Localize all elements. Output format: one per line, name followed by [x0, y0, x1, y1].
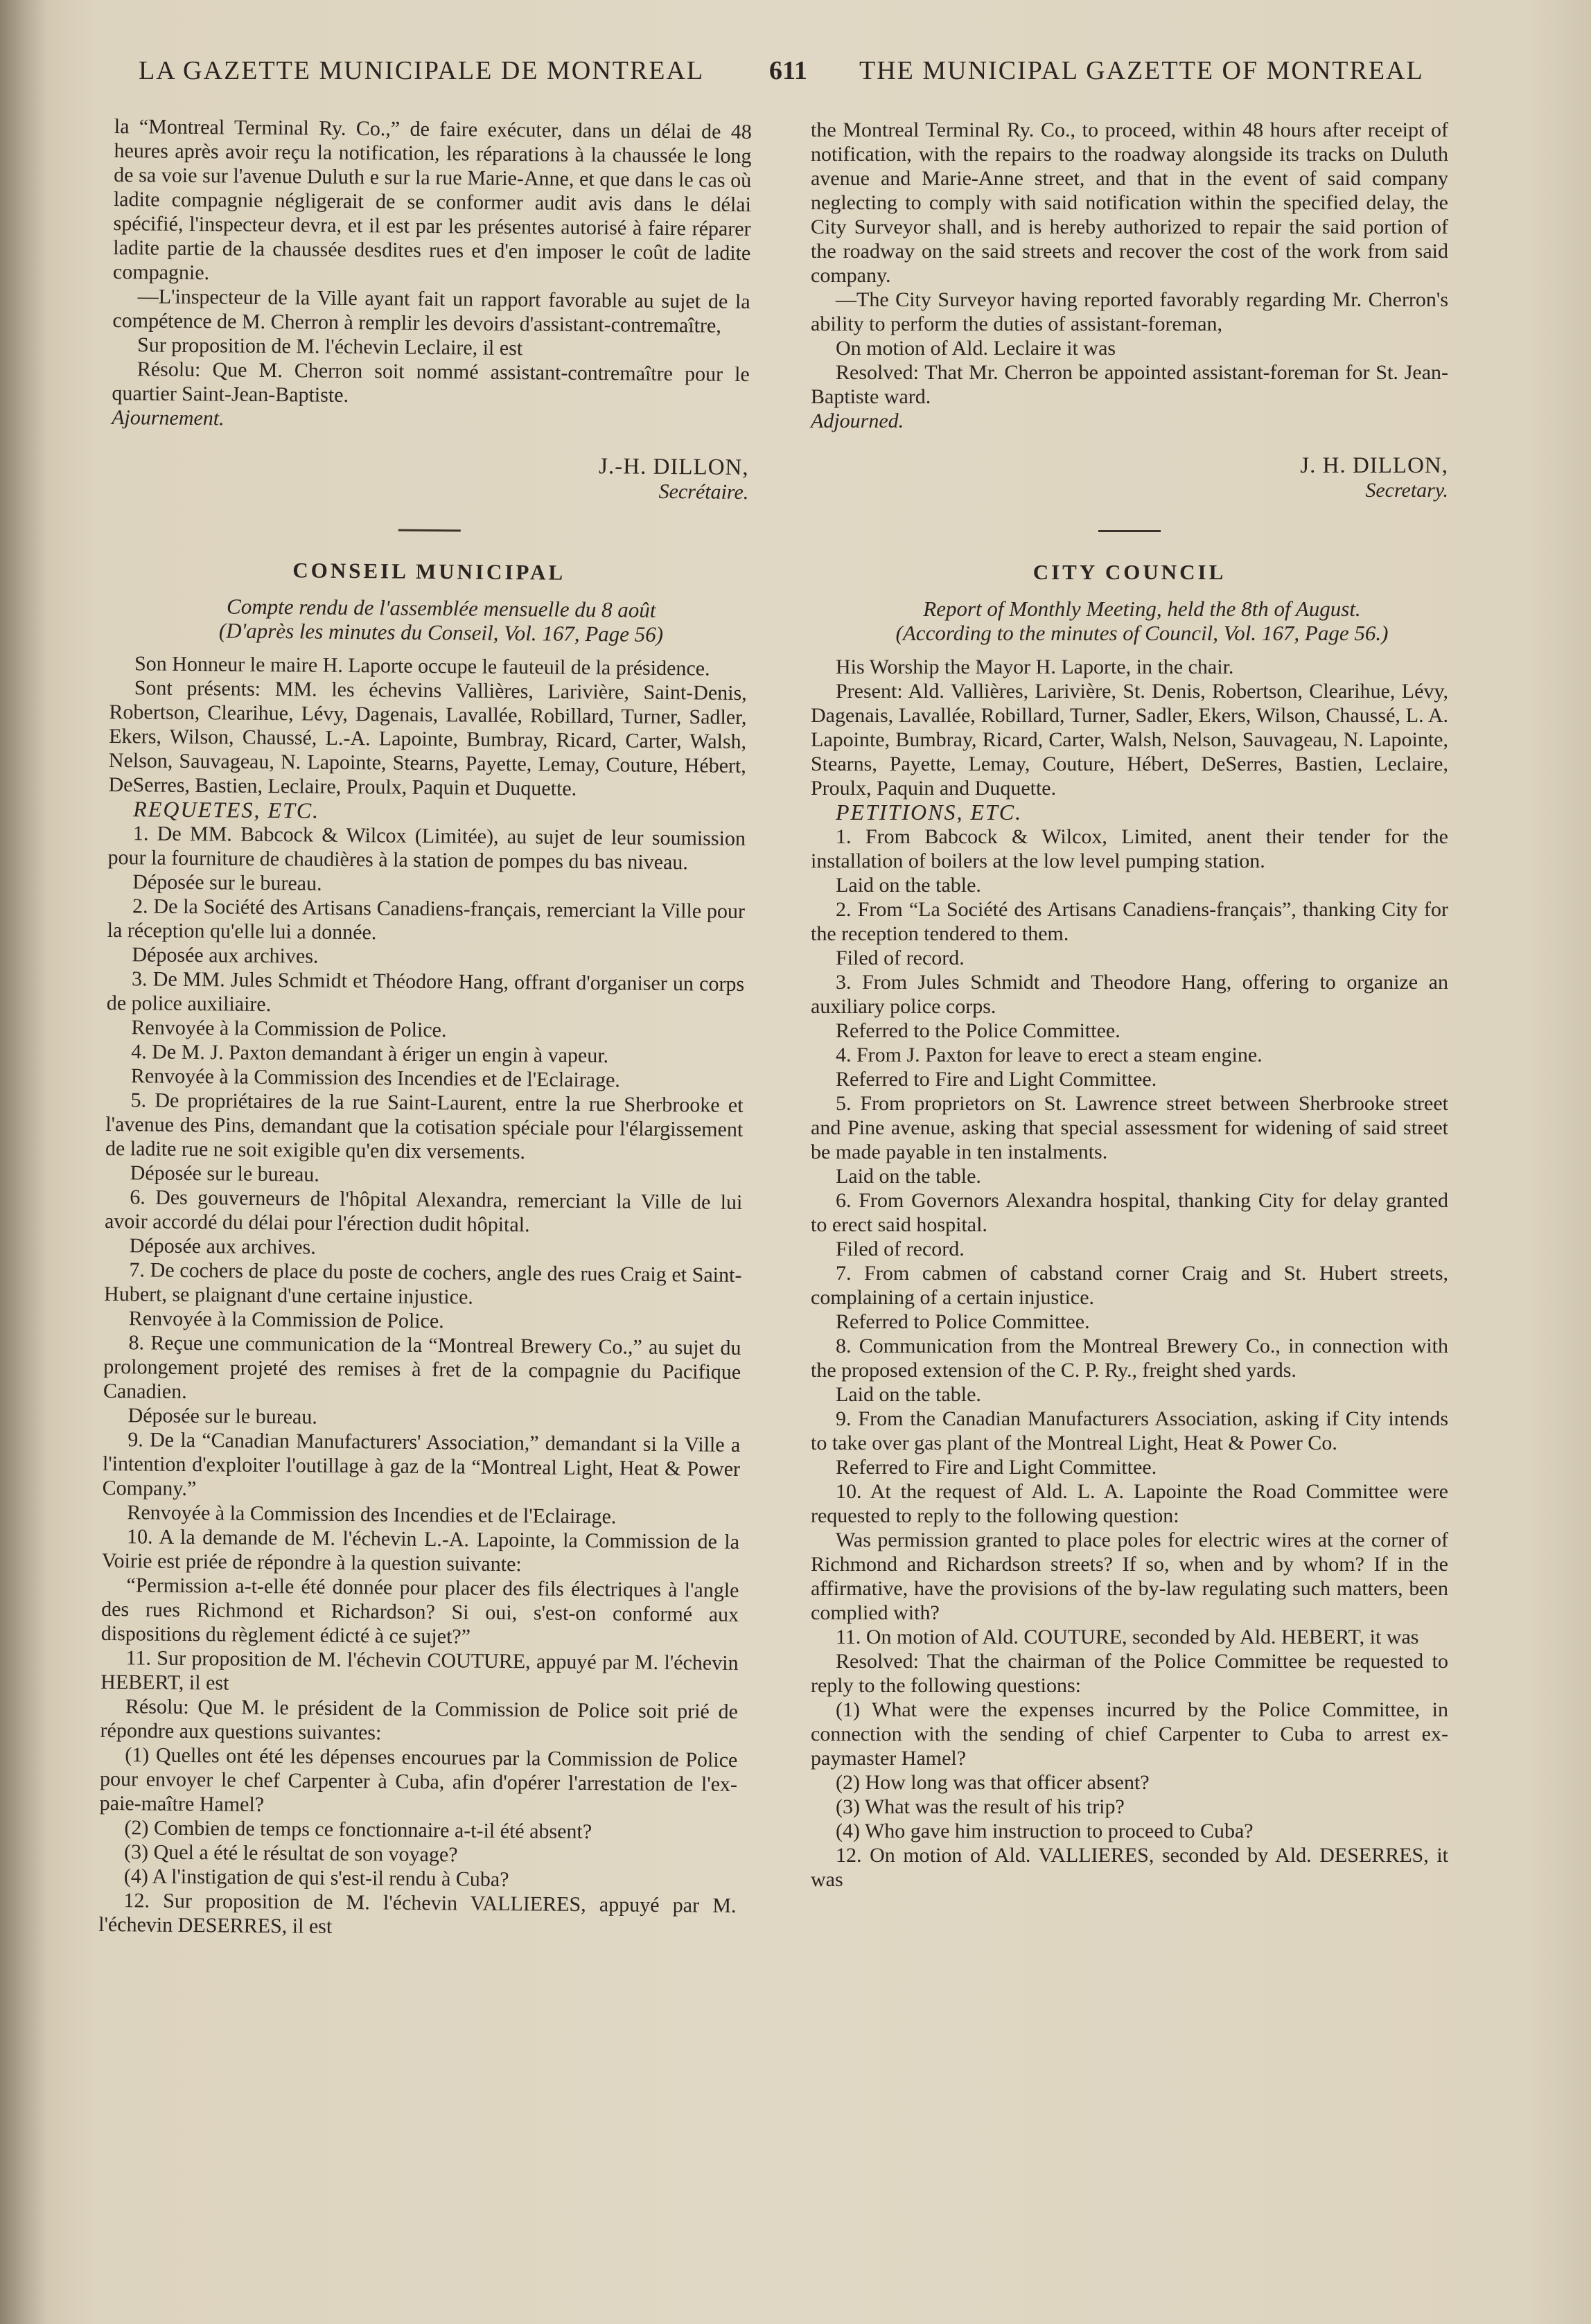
list-item: (2) How long was that officer absent?: [836, 1771, 1150, 1794]
french-subtitle: Compte rendu de l'assemblée mensuelle du 8 août: [226, 594, 656, 622]
list-item: Renvoyée à la Commission de Police.: [131, 1016, 447, 1042]
list-item: 7. From cabmen of cabstand corner Craig and St. Hubert streets, complaining of a certain injustice.: [811, 1262, 1448, 1309]
section-divider: [398, 529, 461, 532]
list-item: 1. From Babcock & Wilcox, Limited, anent their tender for the installation of boilers at the low level pumping station.: [811, 825, 1448, 872]
english-subtitle-source: (According to the minutes of Council, Vol. 167, Page 56.): [895, 621, 1389, 645]
french-intro-paragraph: —L'inspecteur de la Ville ayant fait un rapport favorable au sujet de la compétence de M. Cherron à remplir les devoirs d'assistant-contremaître,: [112, 285, 750, 337]
english-requests-list: [811, 825, 1448, 1892]
list-item: (1) What were the expenses incurred by the Police Committee, in connection with the sending of chief Carpenter to Cuba to arrest ex-paymaster Hamel?: [811, 1698, 1448, 1770]
list-item: Referred to Fire and Light Committee.: [836, 1068, 1157, 1091]
list-item: Déposée sur le bureau.: [132, 870, 322, 895]
list-item: Referred to the Police Committee.: [836, 1019, 1120, 1042]
list-item: Laid on the table.: [836, 1165, 981, 1188]
list-item: Résolu: Que M. le président de la Commission de Police soit prié de répondre aux questions suivantes:: [100, 1695, 739, 1745]
french-column: [98, 114, 752, 1942]
list-item: 12. On motion of Ald. VALLIERES, seconded by Ald. DESERRES, it was: [811, 1844, 1448, 1891]
list-item: 3. De MM. Jules Schmidt et Théodore Hang, offrant d'organiser un corps de police auxiliaire.: [106, 967, 745, 1016]
header-french-title: LA GAZETTE MUNICIPALE DE MONTREAL: [139, 56, 705, 85]
section-divider: [1098, 530, 1161, 532]
list-item: 9. De la “Canadian Manufacturers' Association,” demandant si la Ville a l'intention d'exploiter l'outillage à gaz de la “Montreal Light, Heat & Power Company.”: [102, 1428, 741, 1501]
list-item: 7. De cochers de place du poste de cochers, angle des rues Craig et Saint-Hubert, se plaignant d'une certaine injustice.: [103, 1258, 742, 1309]
list-item: 4. From J. Paxton for leave to erect a steam engine.: [836, 1044, 1263, 1066]
list-item: Resolved: That the chairman of the Police Committee be requested to reply to the following questions:: [811, 1650, 1448, 1697]
list-item: Déposée aux archives.: [129, 1234, 316, 1259]
list-item: 8. Communication from the Montreal Brewery Co., in connection with the proposed extension of the C. P. Ry., freight shed yards.: [811, 1335, 1448, 1382]
english-column: [811, 118, 1448, 1892]
list-item: Filed of record.: [836, 947, 965, 969]
list-item: 3. From Jules Schmidt and Theodore Hang, offering to organize an auxiliary police corps.: [811, 971, 1448, 1018]
list-item: Renvoyée à la Commission des Incendies et de l'Eclairage.: [127, 1501, 617, 1529]
list-item: Renvoyée à la Commission de Police.: [128, 1307, 444, 1333]
list-item: 8. Reçue une communication de la “Montreal Brewery Co.,” au sujet du prolongement projeté des remises à fret de la compagnie du Pacifique Canadien.: [103, 1331, 741, 1403]
list-item: 11. Sur proposition de M. l'échevin COUTURE, appuyé par M. l'échevin HEBERT, il est: [100, 1646, 739, 1695]
french-requests-heading: REQUETES, ETC.: [133, 796, 320, 823]
running-header: [132, 55, 1476, 97]
french-preamble: Sont présents: MM. les échevins Vallières, Larivière, Saint-Denis, Robertson, Clearihue, Lévy, Dagenais, Lavallée, Robillard, Turner, Sadler, Ekers, Wilson, Chaussé, L.-A. Lapointe, Bumbray, Ricard, Carter, Walsh, Nelson, Sauvageau, N. Lapointe, Stearns, Payette, Lemay, Couture, Hébert, DeSerres, Bastien, Leclaire, Proulx, Paquin et Duquette.: [108, 676, 747, 800]
french-signature-title: Secrétaire.: [658, 479, 749, 504]
english-preamble: Present: Ald. Vallières, Larivière, St. Denis, Robertson, Clearihue, Lévy, Dagenais, Lavallée, Robillard, Turner, Sadler, Ekers, Wilson, Chaussé, L. A. Lapointe, Bumbray, Ricard, Carter, Walsh, Nelson, Sauvageau, N. Lapointe, Stearns, Payette, Lemay, Couture, Hébert, DeSerres, Bastien, Leclaire, Proulx, Paquin and Duquette.: [811, 680, 1448, 800]
list-item: (4) A l'instigation de qui s'est-il rendu à Cuba?: [123, 1865, 509, 1892]
list-item: Was permission granted to place poles for electric wires at the corner of Richmond and Richardson streets? If so, when and by whom? If in the affirmative, have the provisions of the by-law regulating such matters, been complied with?: [811, 1529, 1448, 1624]
list-item: 2. De la Société des Artisans Canadiens-français, remerciant la Ville pour la réception qu'elle lui a donnée.: [107, 895, 746, 944]
list-item: 2. From “La Société des Artisans Canadiens-français”, thanking City for the reception tendered to them.: [811, 898, 1448, 945]
list-item: Laid on the table.: [836, 1383, 981, 1406]
list-item: (3) Quel a été le résultat de son voyage?: [123, 1840, 458, 1867]
french-requests-list: [98, 821, 746, 1942]
list-item: Renvoyée à la Commission des Incendies et de l'Eclairage.: [130, 1064, 621, 1092]
header-english-title: THE MUNICIPAL GAZETTE OF MONTREAL: [859, 56, 1424, 85]
list-item: Laid on the table.: [836, 874, 981, 897]
english-preamble: His Worship the Mayor H. Laporte, in the chair.: [836, 655, 1234, 678]
french-adjournment: Ajournement.: [112, 405, 225, 430]
list-item: 5. De propriétaires de la rue Saint-Laurent, entre la rue Sherbrooke et l'avenue des Pins, demandant que la cotisation spéciale pour l'élargissement de ladite rue ne soit exigible qu'en dix versements.: [105, 1089, 744, 1164]
english-intro-paragraph: On motion of Ald. Leclaire it was: [836, 337, 1116, 360]
english-requests-heading: PETITIONS, ETC.: [836, 800, 1023, 825]
english-intro-paragraph: —The City Surveyor having reported favorably regarding Mr. Cherron's ability to perform the duties of assistant-foreman,: [811, 288, 1448, 335]
french-signature-name: J.-H. DILLON,: [598, 454, 749, 481]
list-item: 9. From the Canadian Manufacturers Association, asking if City intends to take over gas plant of the Montreal Light, Heat & Power Co.: [811, 1407, 1448, 1454]
english-adjournment: Adjourned.: [811, 410, 904, 432]
list-item: Déposée sur le bureau.: [128, 1404, 317, 1429]
list-item: 6. From Governors Alexandra hospital, thanking City for delay granted to erect said hospital.: [811, 1189, 1448, 1236]
english-signature-name: J. H. DILLON,: [1300, 453, 1448, 478]
list-item: 5. From proprietors on St. Lawrence street between Sherbrooke street and Pine avenue, asking that special assessment for widening of said street be made payable in ten instalments.: [811, 1092, 1448, 1163]
english-intro-paragraph: Resolved: That Mr. Cherron be appointed assistant-foreman for St. Jean-Baptiste ward.: [811, 361, 1448, 408]
list-item: Referred to Fire and Light Committee.: [836, 1456, 1157, 1479]
list-item: 10. At the request of Ald. L. A. Lapointe the Road Committee were requested to reply to the following question:: [811, 1480, 1448, 1527]
french-intro-paragraph: la “Montreal Terminal Ry. Co.,” de faire exécuter, dans un délai de 48 heures après avoir reçu la notification, les réparations à la chaussée le long de sa voie sur l'avenue Duluth e sur la rue Marie-Anne, et que dans le cas où ladite compagnie négligerait de se conformer audit avis dans le délai spécifié, l'inspecteur devra, et il est par les présentes autorisé à faire réparer ladite partie de la chaussée desdites rues et d'en imposer le coût de ladite compagnie.: [112, 114, 752, 285]
list-item: Déposée sur le bureau.: [130, 1161, 320, 1186]
list-item: 11. On motion of Ald. COUTURE, seconded by Ald. HEBERT, it was: [836, 1626, 1419, 1648]
english-signature-title: Secretary.: [1365, 479, 1448, 502]
french-preamble: Son Honneur le maire H. Laporte occupe le fauteuil de la présidence.: [134, 652, 710, 680]
list-item: (4) Who gave him instruction to proceed to Cuba?: [836, 1820, 1254, 1842]
page-number: 611: [769, 56, 807, 85]
list-item: “Permission a-t-elle été donnée pour placer des fils électriques à l'angle des rues Richmond et Richardson? Si oui, s'est-on conformé aux dispositions du règlement édicté à ce sujet?”: [100, 1574, 739, 1648]
french-intro-paragraph: Résolu: Que M. Cherron soit nommé assistant-contremaître pour le quartier Saint-Jean-Baptiste.: [112, 358, 750, 407]
french-section-title: CONSEIL MUNICIPAL: [292, 558, 566, 585]
english-intro-paragraph: the Montreal Terminal Ry. Co., to proceed, within 48 hours after receipt of notification, with the repairs to the roadway alongside its tracks on Duluth avenue and Marie-Anne street, and that in the event of said company neglecting to comply with said notification within the specified delay, the City Surveyor shall, and is hereby authorized to repair the said portion of the roadway on the said streets and recover the cost of the work from said company.: [811, 118, 1448, 287]
binding-shadow: [0, 0, 49, 2324]
list-item: Filed of record.: [836, 1238, 965, 1260]
list-item: Referred to Police Committee.: [836, 1310, 1090, 1333]
english-subtitle: Report of Monthly Meeting, held the 8th of August.: [923, 597, 1361, 621]
french-subtitle-source: (D'après les minutes du Conseil, Vol. 167, Page 56): [218, 618, 664, 646]
list-item: 4. De M. J. Paxton demandant à ériger un engin à vapeur.: [131, 1040, 609, 1068]
french-intro-paragraph: Sur proposition de M. l'échevin Leclaire, il est: [137, 333, 523, 360]
list-item: (1) Quelles ont été les dépenses encourues par la Commission de Police pour envoyer le chef Carpenter à Cuba, afin d'opérer l'arrestation de l'ex-paie-maître Hamel?: [99, 1743, 738, 1816]
list-item: 6. Des gouverneurs de l'hôpital Alexandra, remerciant la Ville de lui avoir accordé du délai pour l'érection dudit hôpital.: [104, 1186, 743, 1237]
english-signature: [811, 454, 1448, 502]
list-item: (2) Combien de temps ce fonctionnaire a-t-il été absent?: [124, 1816, 592, 1844]
list-item: 10. A la demande de M. l'échevin L.-A. Lapointe, la Commission de la Voirie est priée de répondre à la question suivante:: [101, 1525, 740, 1576]
list-item: 1. De MM. Babcock & Wilcox (Limitée), au sujet de leur soumission pour la fourniture de chaudières à la station de pompes du bas niveau.: [107, 822, 746, 874]
french-signature: [111, 450, 749, 504]
list-item: (3) What was the result of his trip?: [836, 1795, 1125, 1818]
english-section-title: CITY COUNCIL: [1032, 560, 1227, 584]
list-item: 12. Sur proposition de M. l'échevin VALLIERES, appuyé par M. l'échevin DESERRES, il est: [98, 1889, 737, 1938]
list-item: Déposée aux archives.: [132, 943, 319, 968]
